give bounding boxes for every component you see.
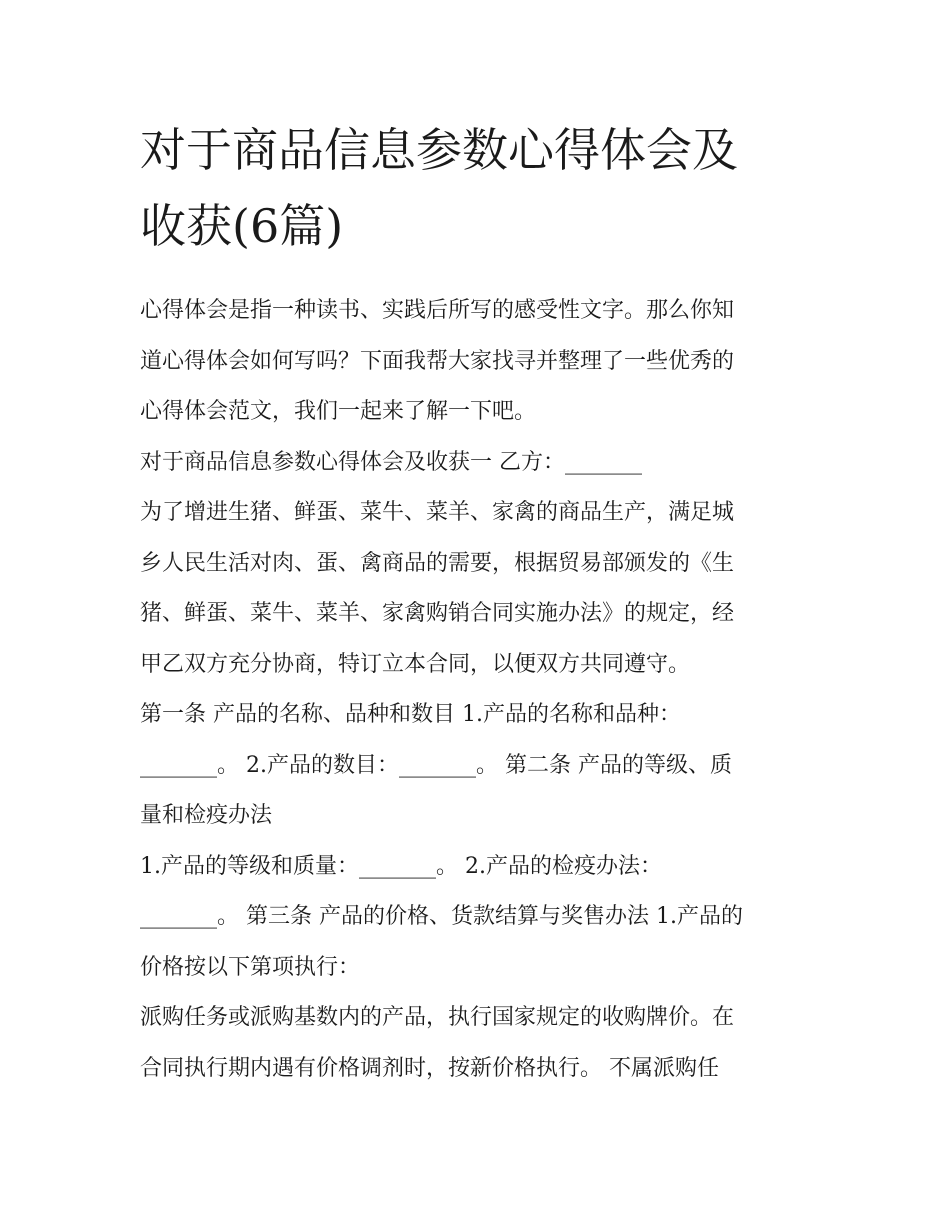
text-line: 猪、鲜蛋、菜牛、菜羊、家禽购销合同实施办法》的规定，经 bbox=[140, 601, 735, 626]
text-line: 价格按以下第项执行： bbox=[140, 954, 361, 980]
text-line: 甲乙双方充分协商，特订立本合同，以便双方共同遵守。 bbox=[140, 651, 691, 677]
document-title bbox=[140, 112, 820, 264]
text-line: _______。 2.产品的数目：_______。 第二条 产品的等级、质 bbox=[140, 752, 732, 778]
article-two-paragraph bbox=[140, 842, 820, 994]
title-line: 对于商品信息参数心得体会及 bbox=[140, 123, 738, 177]
text-line: _______。 第三条 产品的价格、货款结算与奖售办法 1.产品的 bbox=[140, 904, 743, 929]
title-line: 收获(6篇) bbox=[140, 199, 344, 253]
text-line: 1.产品的等级和质量：_______。 2.产品的检疫办法： bbox=[140, 853, 662, 879]
document-body bbox=[140, 112, 820, 1094]
text-line: 心得体会是指一种读书、实践后所写的感受性文字。那么你知 bbox=[140, 298, 735, 323]
text-line: 乡人民生活对肉、蛋、禽商品的需要，根据贸易部颁发的《生 bbox=[140, 550, 735, 576]
text-line: 为了增进生猪、鲜蛋、菜牛、菜羊、家禽的商品生产，满足城 bbox=[140, 500, 735, 525]
article-one-paragraph bbox=[140, 690, 820, 842]
text-line: 派购任务或派购基数内的产品，执行国家规定的收购牌价。在 bbox=[140, 1005, 735, 1030]
text-line: 量和检疫办法 bbox=[140, 803, 273, 828]
text-line: 合同执行期内遇有价格调剂时，按新价格执行。 不属派购任 bbox=[140, 1055, 719, 1081]
text-line: 心得体会范文，我们一起来了解一下吧。 bbox=[140, 399, 537, 424]
pricing-paragraph bbox=[140, 993, 820, 1094]
section-heading-paragraph bbox=[140, 438, 820, 489]
contract-preamble-paragraph bbox=[140, 488, 820, 690]
text-line: 道心得体会如何写吗？下面我帮大家找寻并整理了一些优秀的 bbox=[140, 348, 735, 374]
text-line: 对于商品信息参数心得体会及收获一 乙方：_______ bbox=[140, 449, 642, 475]
text-line: 第一条 产品的名称、品种和数目 1.产品的名称和品种： bbox=[140, 702, 681, 727]
intro-paragraph bbox=[140, 286, 820, 438]
